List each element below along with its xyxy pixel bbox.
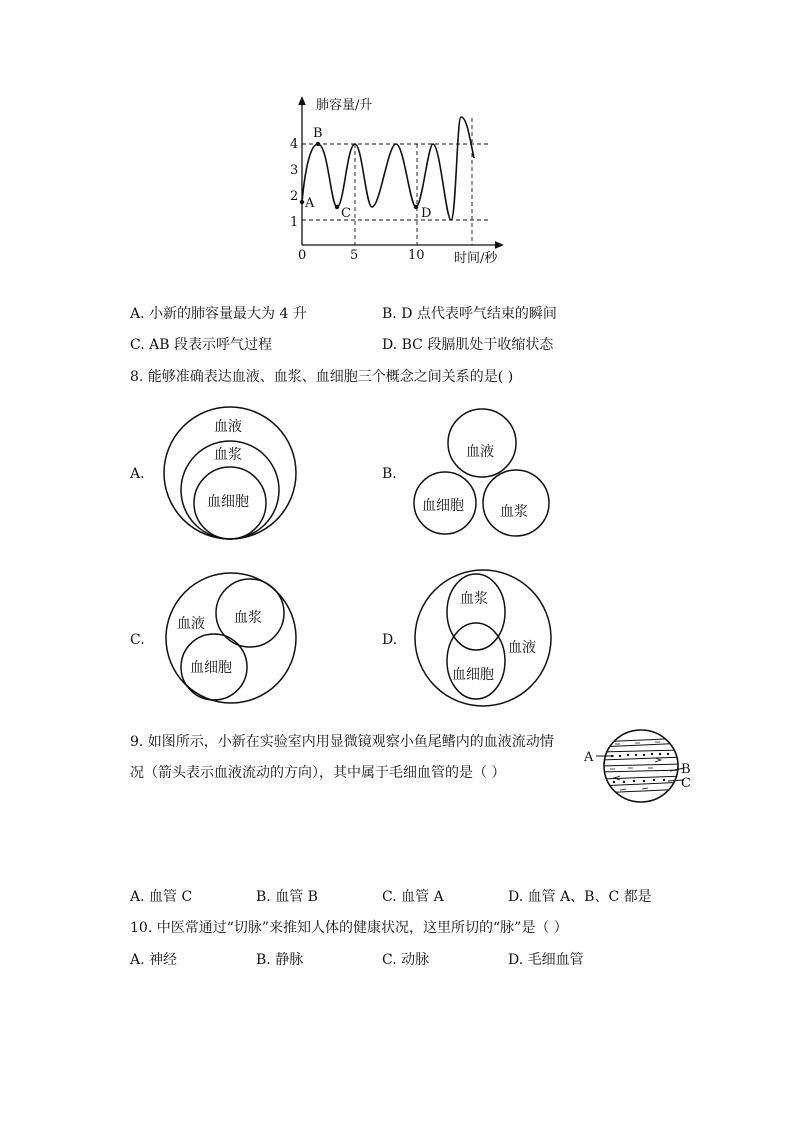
term-blood: 血液 [214, 419, 242, 435]
term-cells: 血细胞 [190, 660, 232, 676]
label-c: C [341, 206, 351, 221]
figure-label-a: A [584, 750, 594, 765]
point-c [335, 205, 339, 209]
figure-label-c: C [681, 776, 691, 791]
label-a: A [305, 196, 315, 211]
term-plasma: 血浆 [234, 610, 262, 626]
point-b [316, 142, 320, 146]
y-tick-4: 4 [290, 137, 299, 152]
term-cells: 血细胞 [452, 667, 494, 683]
term-cells: 血细胞 [422, 498, 464, 514]
q10-option-d[interactable]: D. 毛细血管 [508, 952, 584, 968]
point-a [300, 200, 304, 204]
label-d: D [421, 206, 432, 221]
q7-option-a[interactable]: A. 小新的肺容量最大为 4 升 [130, 306, 307, 322]
term-cells: 血细胞 [207, 494, 249, 510]
q10-option-a[interactable]: A. 神经 [130, 952, 178, 968]
vessel-a-bottom [600, 757, 685, 760]
q8-option-d-letter[interactable]: D. [382, 632, 398, 648]
q9-option-b[interactable]: B. 血管 B [256, 889, 318, 905]
term-plasma: 血浆 [500, 504, 528, 520]
ellipse-plasma [447, 574, 505, 650]
q8-option-b-letter[interactable]: B. [382, 466, 397, 482]
q10-option-c[interactable]: C. 动脉 [382, 952, 430, 968]
ellipse-cells [447, 623, 505, 699]
y-tick-1: 1 [290, 215, 299, 230]
q9-option-a[interactable]: A. 血管 C [130, 889, 193, 905]
circle-plasma [483, 470, 549, 536]
q7-option-b[interactable]: B. D 点代表呼气结束的瞬间 [382, 306, 557, 322]
term-plasma: 血浆 [460, 591, 488, 607]
q8-stem: 8. 能够准确表达血液、血浆、血细胞三个概念之间关系的是( ) [130, 369, 514, 385]
figure-label-b: B [681, 762, 691, 777]
x-tick-5: 5 [350, 248, 359, 263]
q9-stem-line1: 9. 如图所示，小新在实验室内用显微镜观察小鱼尾鳍内的血液流动情 [130, 734, 554, 750]
q10-option-b[interactable]: B. 静脉 [256, 952, 304, 968]
x-tick-0: 0 [298, 248, 307, 263]
term-blood: 血液 [177, 616, 205, 632]
vessel-c-top [600, 776, 685, 779]
term-blood: 血液 [508, 640, 536, 656]
lung-volume-graph [280, 90, 520, 270]
volume-curve [302, 117, 474, 220]
q8-option-c-letter[interactable]: C. [130, 632, 145, 648]
point-d [414, 205, 418, 209]
y-tick-3: 3 [290, 163, 299, 178]
q9-option-d[interactable]: D. 血管 A、B、C 都是 [508, 889, 652, 905]
q7-option-d[interactable]: D. BC 段膈肌处于收缩状态 [382, 337, 554, 353]
q8-option-a-letter[interactable]: A. [130, 466, 145, 482]
q7-option-c[interactable]: C. AB 段表示呼气过程 [130, 337, 272, 353]
term-blood: 血液 [466, 444, 494, 460]
fish-tail-microscope-figure [580, 726, 695, 806]
term-plasma: 血浆 [214, 447, 242, 463]
q8-diagram-a[interactable] [160, 400, 305, 545]
y-tick-2: 2 [290, 189, 299, 204]
q8-diagram-d[interactable] [410, 566, 560, 710]
q8-diagram-c[interactable] [160, 568, 305, 710]
x-tick-10: 10 [408, 248, 425, 263]
q8-diagram-b[interactable] [410, 405, 555, 540]
label-b: B [313, 126, 323, 141]
y-axis-label: 肺容量/升 [316, 98, 373, 113]
q9-option-c[interactable]: C. 血管 A [382, 889, 444, 905]
vessel-a-top [600, 750, 685, 752]
circle-blood [448, 409, 516, 477]
q10-stem: 10. 中医常通过“切脉”来推知人体的健康状况，这里所切的“脉”是（ ） [130, 920, 568, 936]
q9-stem-line2: 况（箭头表示血液流动的方向），其中属于毛细血管的是（ ） [130, 765, 506, 781]
x-axis-label: 时间/秒 [454, 251, 498, 266]
